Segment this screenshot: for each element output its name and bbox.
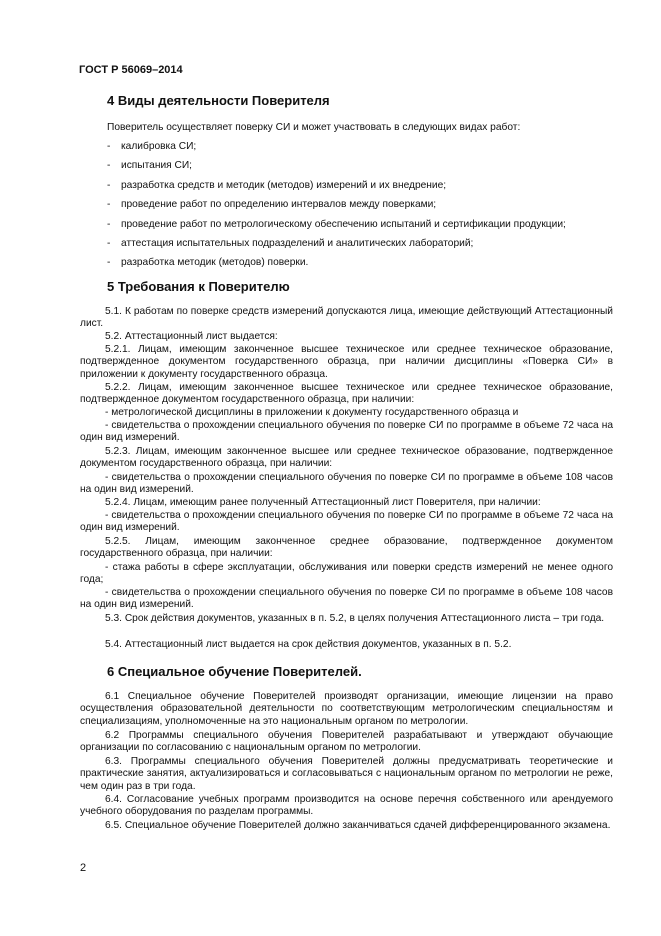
paragraph-5-2-2-a: - метрологической дисциплины в приложении к документу государственного образца и xyxy=(105,407,519,418)
paragraph-5-3: 5.3. Срок действия документов, указанных в п. 5.2, в целях получения Аттестационного листа – три года. xyxy=(105,613,605,624)
paragraph-5-2-5-a: - стажа работы в сфере эксплуатации, обслуживания или поверки средств измерений не менее одного года; xyxy=(80,562,613,586)
paragraph-5-2-3: 5.2.3. Лицам, имеющим законченное высшее или среднее техническое образование, подтвержденное документом государственного образца, при наличии: xyxy=(80,446,613,470)
list-item-text: разработка методик (методов) поверки. xyxy=(121,257,309,269)
page-number: 2 xyxy=(80,862,87,874)
list-item-text: испытания СИ; xyxy=(121,160,193,172)
section-4-intro: Поверитель осуществляет поверку СИ и может участвовать в следующих видах работ: xyxy=(107,122,521,133)
standard-header: ГОСТ Р 56069–2014 xyxy=(79,64,183,76)
paragraph-6-1: 6.1 Специальное обучение Поверителей производят организации, имеющие лицензии на право осуществления образовательной деятельности по соответствующим метрологическим специальностям и специализациям, уполномоченные на это национальным органом по метрологии. xyxy=(80,691,613,727)
section-5-title: 5 Требования к Поверителю xyxy=(107,279,290,294)
paragraph-6-3: 6.3. Программы специального обучения Поверителей должны предусматривать теоретические и практические занятия, актуализироваться и согласовываться с национальным органом по метрологии не реже, чем один раз в три года. xyxy=(80,756,613,792)
paragraph-5-2-1: 5.2.1. Лицам, имеющим законченное высшее техническое или среднее техническое образование, подтвержденное документом государственного образца, при наличии дисциплины «Поверка СИ» в приложении к документу государственного образца. xyxy=(80,344,613,380)
paragraph-5-2-5-b: - свидетельства о прохождении специального обучения по поверке СИ по программе в объеме 108 часов на один вид измерений. xyxy=(80,587,613,611)
paragraph-5-2-4-a: - свидетельства о прохождении специального обучения по поверке СИ по программе в объеме 72 часа на один вид измерений. xyxy=(80,510,613,534)
dash-marker: - xyxy=(107,141,111,152)
list-item-text: проведение работ по метрологическому обеспечению испытаний и сертификации продукции; xyxy=(121,218,566,230)
paragraph-5-2: 5.2. Аттестационный лист выдается: xyxy=(105,331,278,342)
paragraph-5-1: 5.1. К работам по поверке средств измерений допускаются лица, имеющие действующий Аттестационный лист. xyxy=(80,306,613,330)
section-6-title: 6 Специальное обучение Поверителей. xyxy=(107,664,362,679)
dash-marker: - xyxy=(107,257,111,269)
list-item-text: калибровка СИ; xyxy=(121,141,197,152)
paragraph-5-2-4: 5.2.4. Лицам, имеющим ранее полученный Аттестационный лист Поверителя, при наличии: xyxy=(105,497,541,508)
paragraph-5-2-2: 5.2.2. Лицам, имеющим законченное высшее техническое или среднее техническое образование, подтвержденное документом государственного образца, при наличии: xyxy=(80,382,613,406)
paragraph-5-2-2-b: - свидетельства о прохождении специального обучения по поверке СИ по программе в объеме 72 часа на один вид измерений. xyxy=(80,420,613,444)
paragraph-6-5: 6.5. Специальное обучение Поверителей должно заканчиваться сдачей дифференцированного экзамена. xyxy=(105,820,611,831)
dash-marker: - xyxy=(107,218,111,230)
list-item-text: разработка средств и методик (методов) измерений и их внедрение; xyxy=(121,179,447,191)
dash-marker: - xyxy=(107,237,111,249)
paragraph-6-2: 6.2 Программы специального обучения Поверителей разрабатывают и утверждают обучающие организации по согласованию с национальным органом по метрологии. xyxy=(80,730,613,754)
paragraph-6-4: 6.4. Согласование учебных программ производится на основе перечня собственного или арендуемого учебного оборудования по разделам программы. xyxy=(80,794,613,818)
paragraph-5-4: 5.4. Аттестационный лист выдается на срок действия документов, указанных в п. 5.2. xyxy=(105,639,512,650)
dash-marker: - xyxy=(107,179,111,191)
list-item-text: аттестация испытательных подразделений и аналитических лабораторий; xyxy=(121,237,474,249)
dash-marker: - xyxy=(107,199,111,211)
dash-marker: - xyxy=(107,160,111,172)
paragraph-5-2-5: 5.2.5. Лицам, имеющим законченное среднее образование, подтвержденное документом государственного образца, при наличии: xyxy=(80,536,613,560)
section-4-title: 4 Виды деятельности Поверителя xyxy=(107,93,330,108)
paragraph-5-2-3-a: - свидетельства о прохождении специального обучения по поверке СИ по программе в объеме 108 часов на один вид измерений. xyxy=(80,472,613,496)
list-item-text: проведение работ по определению интервалов между поверками; xyxy=(121,199,437,211)
